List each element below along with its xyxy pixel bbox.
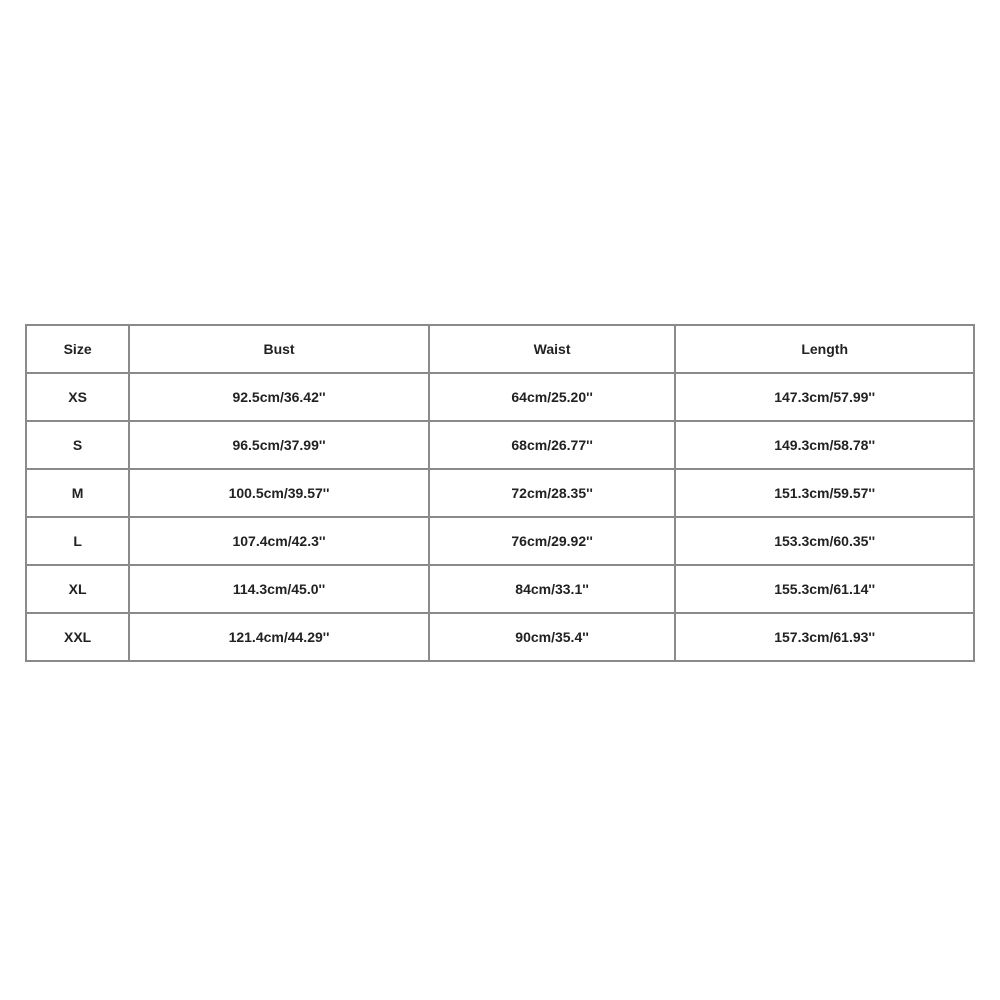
bust-cell: 92.5cm/36.42'' bbox=[129, 373, 429, 421]
table-row bbox=[26, 613, 974, 661]
table-row bbox=[26, 469, 974, 517]
waist-cell: 84cm/33.1'' bbox=[429, 565, 676, 613]
size-cell: XL bbox=[26, 565, 129, 613]
size-cell: S bbox=[26, 421, 129, 469]
bust-cell: 121.4cm/44.29'' bbox=[129, 613, 429, 661]
length-cell: 151.3cm/59.57'' bbox=[675, 469, 974, 517]
table-row bbox=[26, 565, 974, 613]
size-cell: XXL bbox=[26, 613, 129, 661]
waist-cell: 72cm/28.35'' bbox=[429, 469, 676, 517]
table-row bbox=[26, 421, 974, 469]
table-row bbox=[26, 373, 974, 421]
size-cell: L bbox=[26, 517, 129, 565]
size-chart-table bbox=[25, 324, 975, 662]
size-cell: M bbox=[26, 469, 129, 517]
table-row bbox=[26, 517, 974, 565]
waist-cell: 90cm/35.4'' bbox=[429, 613, 676, 661]
bust-cell: 114.3cm/45.0'' bbox=[129, 565, 429, 613]
length-cell: 153.3cm/60.35'' bbox=[675, 517, 974, 565]
header-length: Length bbox=[675, 325, 974, 373]
waist-cell: 68cm/26.77'' bbox=[429, 421, 676, 469]
length-cell: 157.3cm/61.93'' bbox=[675, 613, 974, 661]
header-row bbox=[26, 325, 974, 373]
length-cell: 155.3cm/61.14'' bbox=[675, 565, 974, 613]
bust-cell: 107.4cm/42.3'' bbox=[129, 517, 429, 565]
size-cell: XS bbox=[26, 373, 129, 421]
header-waist: Waist bbox=[429, 325, 676, 373]
bust-cell: 96.5cm/37.99'' bbox=[129, 421, 429, 469]
waist-cell: 76cm/29.92'' bbox=[429, 517, 676, 565]
waist-cell: 64cm/25.20'' bbox=[429, 373, 676, 421]
header-bust: Bust bbox=[129, 325, 429, 373]
header-size: Size bbox=[26, 325, 129, 373]
bust-cell: 100.5cm/39.57'' bbox=[129, 469, 429, 517]
length-cell: 149.3cm/58.78'' bbox=[675, 421, 974, 469]
length-cell: 147.3cm/57.99'' bbox=[675, 373, 974, 421]
